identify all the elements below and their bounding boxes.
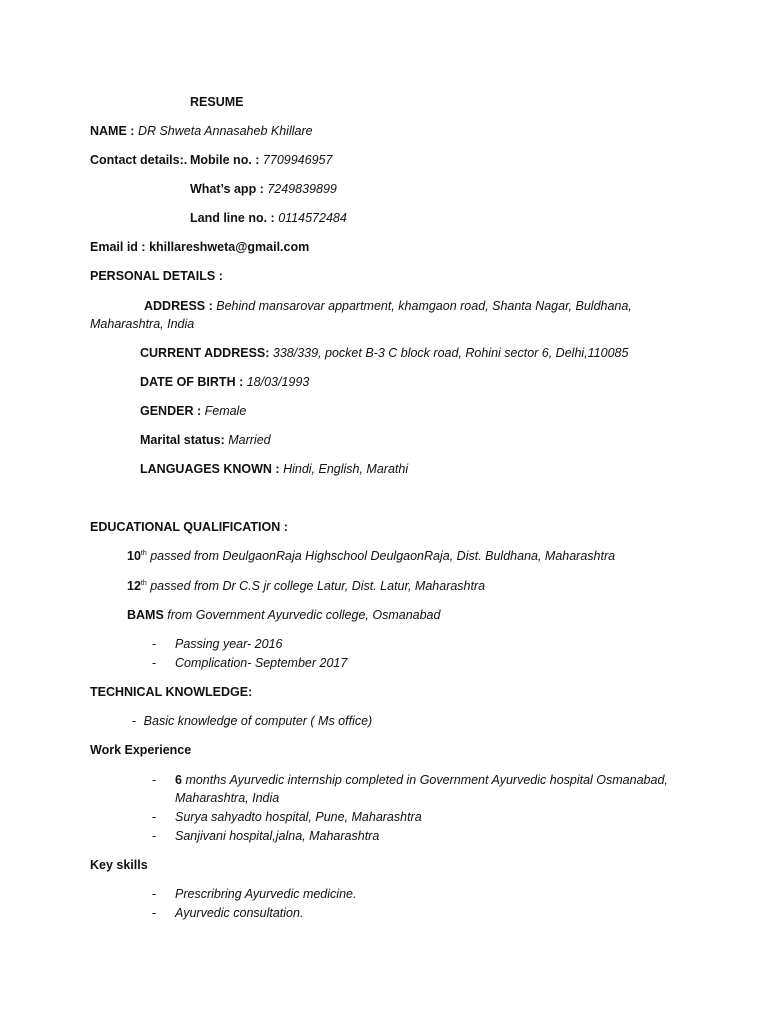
bullet-dash: - [132, 714, 137, 728]
gender-label: GENDER : [140, 404, 202, 418]
tenth-number: 10 [127, 549, 141, 563]
education-heading: EDUCATIONAL QUALIFICATION : [90, 520, 288, 534]
tenth-text: passed from DeulgaonRaja Highschool DeulgaonRaja, Dist. Buldhana, Maharashtra [150, 549, 616, 563]
address-value-1: Behind mansarovar appartment, khamgaon road, Shanta Nagar, Buldhana, [216, 299, 632, 313]
work-heading: Work Experience [90, 743, 192, 757]
technical-heading: TECHNICAL KNOWLEDGE: [90, 685, 253, 699]
bullet-dash: - [152, 637, 157, 651]
name-line [90, 124, 313, 139]
twelfth-text: passed from Dr C.S jr college Latur, Dist. Latur, Maharashtra [150, 579, 486, 593]
marital-value: Married [228, 433, 271, 447]
bullet-dash: - [152, 773, 157, 787]
whatsapp-label: What’s app : [190, 182, 264, 196]
mobile-line [190, 153, 332, 168]
bams-text: from Government Ayurvedic college, Osmanabad [167, 608, 441, 622]
technical-item: - Basic knowledge of computer ( Ms office) [132, 714, 373, 728]
whatsapp-value: 7249839899 [267, 182, 337, 196]
address-line [144, 299, 632, 314]
mobile-value: 7709946957 [262, 153, 333, 167]
dob-label: DATE OF BIRTH : [140, 375, 244, 389]
bams-line [127, 608, 440, 623]
current-address-line [140, 346, 628, 361]
work-months: 6 [175, 773, 182, 787]
skills-item-1: - Prescribring Ayurvedic medicine. [152, 887, 357, 901]
twelfth-number: 12 [127, 579, 141, 593]
marital-label: Marital status: [140, 433, 225, 447]
current-address-label: CURRENT ADDRESS: [140, 346, 270, 360]
contact-label: Contact details:. [90, 153, 188, 167]
marital-line [140, 433, 271, 448]
landline-line [190, 211, 347, 226]
languages-value: Hindi, English, Marathi [283, 462, 409, 476]
landline-value: 0114572484 [278, 211, 347, 225]
name-label: NAME : [90, 124, 135, 138]
work-item-2: - Surya sahyadto hospital, Pune, Maharashtra [152, 810, 422, 824]
bams-item-1: - Passing year- 2016 [152, 637, 283, 651]
personal-heading: PERSONAL DETAILS : [90, 269, 223, 283]
bullet-dash: - [152, 906, 157, 920]
skills-heading: Key skills [90, 858, 148, 872]
current-address-value: 338/339, pocket B-3 C block road, Rohini sector 6, Delhi,110085 [272, 346, 629, 360]
name-value: DR Shweta Annasaheb Khillare [137, 124, 313, 138]
twelfth-superscript: th [140, 580, 147, 587]
gender-line [140, 404, 246, 419]
bullet-dash: - [152, 656, 157, 670]
address-line-2: Maharashtra, India [90, 317, 195, 331]
bullet-dash: - [152, 887, 157, 901]
resume-title: RESUME [190, 95, 244, 109]
mobile-label: Mobile no. : [190, 153, 260, 167]
languages-line [140, 462, 408, 477]
bullet-dash: - [152, 810, 157, 824]
tenth-line [127, 549, 615, 564]
twelfth-line [127, 579, 485, 594]
dob-line [140, 375, 309, 390]
email-label: Email id : [90, 240, 146, 254]
gender-value: Female [204, 404, 247, 418]
languages-label: LANGUAGES KNOWN : [140, 462, 280, 476]
dob-value: 18/03/1993 [246, 375, 310, 389]
bullet-dash: - [152, 829, 157, 843]
work-item-3: - Sanjivani hospital,jalna, Maharashtra [152, 829, 380, 843]
bams-item-2: - Complication- September 2017 [152, 656, 348, 670]
bams-label: BAMS [127, 608, 164, 622]
tenth-superscript: th [140, 550, 147, 557]
skills-item-2: - Ayurvedic consultation. [152, 906, 304, 920]
email-value: khillareshweta@gmail.com [149, 240, 310, 254]
work-item-1-cont: Maharashtra, India [175, 791, 280, 805]
landline-label: Land line no. : [190, 211, 275, 225]
address-label: ADDRESS : [144, 299, 213, 313]
email-line [90, 240, 309, 255]
whatsapp-line [190, 182, 337, 197]
work-item-1: - 6 months Ayurvedic internship completed in Government Ayurvedic hospital Osmanabad, [152, 773, 668, 787]
